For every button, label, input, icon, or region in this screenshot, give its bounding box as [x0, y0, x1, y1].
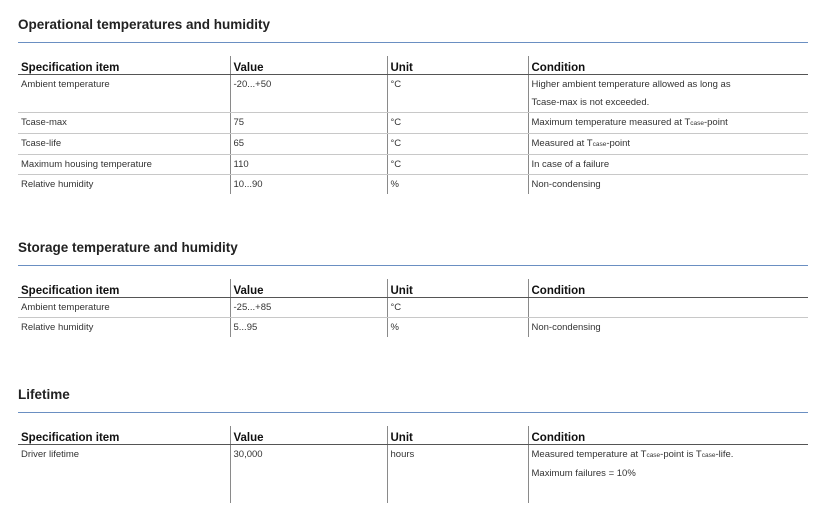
condition-subscript: case — [646, 452, 661, 459]
condition-text: Maximum temperature measured at T — [531, 117, 691, 128]
cell-item: Driver lifetime — [21, 449, 80, 460]
cell-value: -25...+85 — [230, 298, 387, 318]
cell-item: Tcase-max — [18, 113, 230, 134]
cell-item: Ambient temperature — [18, 298, 230, 318]
cell-value: 65 — [230, 134, 387, 155]
header-value: Value — [230, 426, 387, 445]
condition-subscript-2: case — [701, 452, 716, 459]
condition-text-end: -point — [606, 138, 631, 149]
cell-condition: Non-condensing — [528, 175, 808, 195]
cell-condition — [528, 75, 808, 113]
table-row — [18, 318, 808, 338]
table-row — [18, 75, 808, 113]
condition-text: Measured at T — [531, 138, 593, 149]
spec-table-operational — [18, 56, 808, 194]
cell-unit: % — [387, 318, 528, 338]
section-title: Operational temperatures and humidity — [18, 15, 808, 43]
spec-table-storage — [18, 279, 808, 337]
cell-condition: In case of a failure — [528, 155, 808, 175]
condition-line-1: Higher ambient temperature allowed as long as — [531, 79, 731, 90]
condition-text-mid: -point is T — [660, 449, 702, 460]
table-row — [18, 175, 808, 195]
table-row — [18, 113, 808, 134]
cell-item: Tcase-life — [18, 134, 230, 155]
header-condition: Condition — [528, 279, 808, 298]
cell-unit: °C — [387, 298, 528, 318]
header-spec-item: Specification item — [18, 279, 230, 298]
cell-condition: Non-condensing — [528, 318, 808, 338]
condition-text: Measured temperature at T — [531, 449, 647, 460]
cell-item: Relative humidity — [21, 322, 94, 333]
spec-table-lifetime — [18, 426, 808, 503]
cell-unit: °C — [387, 113, 528, 134]
section-storage — [18, 238, 808, 337]
section-title: Lifetime — [18, 385, 808, 413]
cell-value: 110 — [230, 155, 387, 175]
cell-value: 10...90 — [230, 175, 387, 195]
header-value: Value — [230, 56, 387, 75]
cell-item: Maximum housing temperature — [18, 155, 230, 175]
condition-text-end: -point — [703, 117, 728, 128]
cell-unit: hours — [387, 445, 528, 503]
table-row — [18, 298, 808, 318]
cell-unit: °C — [387, 155, 528, 175]
condition-line-1 — [532, 446, 806, 465]
table-row — [18, 134, 808, 155]
table-row — [18, 155, 808, 175]
cell-condition — [528, 298, 808, 318]
section-operational — [18, 15, 808, 194]
cell-unit: % — [387, 175, 528, 195]
cell-item: Relative humidity — [21, 179, 94, 190]
header-spec-item: Specification item — [18, 426, 230, 445]
condition-subscript: case — [690, 120, 704, 127]
condition-line-2: Maximum failures = 10% — [531, 468, 636, 479]
header-spec-item: Specification item — [18, 56, 230, 75]
table-header-row — [18, 426, 808, 445]
condition-line-2: Tcase-max is not exceeded. — [531, 97, 650, 108]
cell-condition — [528, 134, 808, 155]
header-unit: Unit — [387, 56, 528, 75]
table-header-row — [18, 56, 808, 75]
cell-value: 75 — [230, 113, 387, 134]
cell-condition — [528, 445, 808, 503]
cell-unit: °C — [387, 134, 528, 155]
section-title: Storage temperature and humidity — [18, 238, 808, 266]
header-condition: Condition — [528, 56, 808, 75]
table-header-row — [18, 279, 808, 298]
cell-value: 30,000 — [230, 445, 387, 503]
cell-item: Ambient temperature — [18, 75, 230, 113]
section-lifetime — [18, 385, 808, 503]
condition-subscript: case — [592, 141, 607, 148]
cell-condition — [528, 113, 808, 134]
header-unit: Unit — [387, 279, 528, 298]
cell-value: 5...95 — [230, 318, 387, 338]
header-condition: Condition — [528, 426, 808, 445]
cell-unit: °C — [387, 75, 528, 113]
header-unit: Unit — [387, 426, 528, 445]
condition-text-end: -life. — [715, 449, 734, 460]
cell-value: -20...+50 — [230, 75, 387, 113]
header-value: Value — [230, 279, 387, 298]
table-row — [18, 445, 808, 503]
